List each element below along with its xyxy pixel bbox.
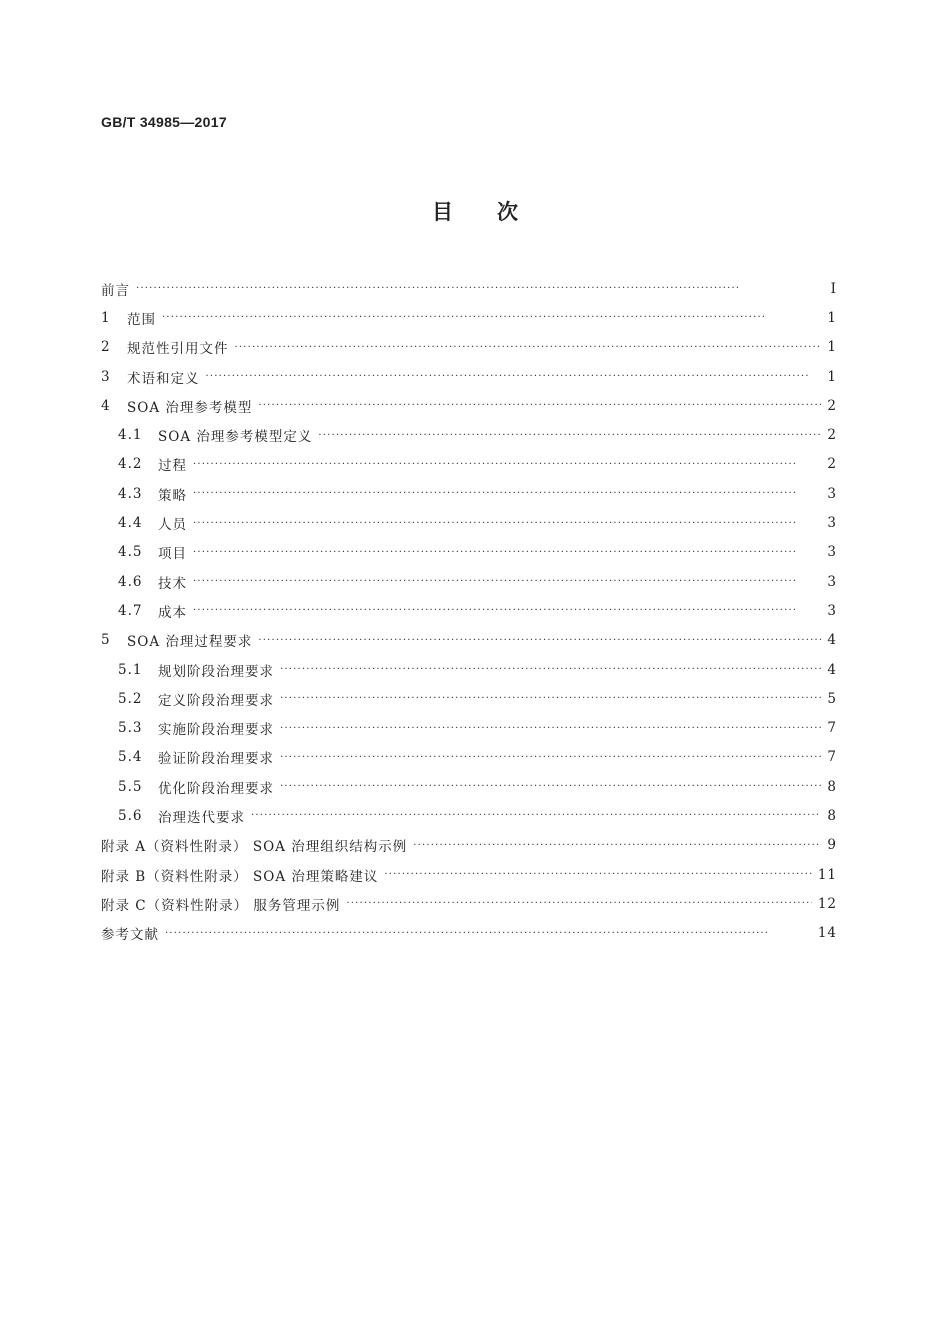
- toc-leader-dots: [165, 928, 812, 939]
- toc-entry[interactable]: [101, 831, 837, 860]
- toc-entry[interactable]: [101, 479, 837, 508]
- toc-leader-dots: [280, 752, 821, 763]
- toc-leader-dots: [193, 459, 821, 470]
- toc-number: 4.1: [118, 427, 143, 444]
- toc-page-number: 14: [817, 925, 837, 942]
- toc-label: 附录 B（资料性附录） SOA 治理策略建议: [101, 868, 379, 885]
- toc-number: 4.2: [118, 456, 143, 473]
- toc-entry[interactable]: [101, 772, 837, 801]
- toc-number: 5.6: [118, 807, 143, 824]
- toc-label: 验证阶段治理要求: [158, 751, 274, 768]
- toc-number: 1: [101, 309, 111, 326]
- toc-number: 4.6: [118, 573, 143, 590]
- toc-number: 5.4: [118, 749, 143, 766]
- toc-label: 过程: [158, 458, 187, 475]
- toc-leader-dots: [206, 371, 822, 382]
- toc-entry[interactable]: [101, 567, 837, 596]
- toc-label: 技术: [158, 575, 187, 592]
- toc-leader-dots: [280, 664, 821, 675]
- toc-page-number: 11: [817, 866, 837, 883]
- toc-label: 人员: [158, 517, 187, 534]
- toc-page-number: 4: [827, 632, 837, 649]
- title-char: 目: [432, 200, 453, 224]
- toc-number: 4.5: [118, 544, 143, 561]
- toc-label: 治理迭代要求: [158, 809, 245, 826]
- toc-page-number: 8: [827, 807, 837, 824]
- toc-leader-dots: [193, 547, 821, 558]
- toc-entry[interactable]: [101, 860, 837, 889]
- toc-leader-dots: [162, 312, 821, 323]
- toc-entry[interactable]: [101, 626, 837, 655]
- toc-entry[interactable]: [101, 889, 837, 918]
- toc-page-number: Ⅰ: [830, 280, 837, 297]
- toc-label: 优化阶段治理要求: [158, 780, 274, 797]
- toc-leader-dots: [318, 430, 821, 441]
- page-title: [0, 196, 950, 226]
- toc-number: 5.3: [118, 720, 143, 737]
- toc-leader-dots: [280, 723, 821, 734]
- toc-entry[interactable]: [101, 362, 837, 391]
- toc-label: 前言: [101, 282, 130, 299]
- toc-entry[interactable]: [101, 274, 837, 303]
- toc-number: 5.1: [118, 661, 143, 678]
- toc-label: 定义阶段治理要求: [158, 692, 274, 709]
- toc-label: 附录 C（资料性附录） 服务管理示例: [101, 897, 341, 914]
- toc-number: 4.4: [118, 515, 143, 532]
- toc-number: 2: [101, 339, 111, 356]
- toc-page-number: 1: [827, 309, 837, 326]
- toc-page-number: 2: [827, 456, 837, 473]
- toc-page-number: 3: [827, 544, 837, 561]
- toc-label: 项目: [158, 546, 187, 563]
- toc-page-number: 2: [827, 397, 837, 414]
- toc-leader-dots: [193, 576, 821, 587]
- toc-entry[interactable]: [101, 333, 837, 362]
- toc-number: 5: [101, 632, 111, 649]
- toc-entry[interactable]: [101, 743, 837, 772]
- toc-entry[interactable]: [101, 538, 837, 567]
- toc-page-number: 3: [827, 515, 837, 532]
- toc-entry[interactable]: [101, 303, 837, 332]
- toc-label: 规划阶段治理要求: [158, 663, 274, 680]
- toc-page-number: 3: [827, 573, 837, 590]
- toc-label: SOA 治理过程要求: [127, 634, 253, 651]
- toc-label: 规范性引用文件: [127, 341, 229, 358]
- toc-page-number: 5: [827, 690, 837, 707]
- toc-page-number: 1: [827, 368, 837, 385]
- toc-leader-dots: [193, 605, 821, 616]
- toc-entry[interactable]: [101, 391, 837, 420]
- toc-leader-dots: [235, 342, 822, 353]
- standard-number: GB/T 34985—2017: [101, 114, 227, 130]
- toc-page-number: 3: [827, 602, 837, 619]
- toc-leader-dots: [193, 488, 821, 499]
- toc-page-number: 4: [827, 661, 837, 678]
- toc-label: 参考文献: [101, 927, 159, 944]
- toc-leader-dots: [413, 840, 821, 851]
- toc-leader-dots: [136, 283, 821, 294]
- toc-entry[interactable]: [101, 684, 837, 713]
- toc-page-number: 7: [827, 720, 837, 737]
- toc-entry[interactable]: [101, 450, 837, 479]
- toc-entry[interactable]: [101, 508, 837, 537]
- toc-entry[interactable]: [101, 919, 837, 948]
- toc-page-number: 9: [827, 837, 837, 854]
- toc-leader-dots: [193, 518, 821, 529]
- toc-number: 4.7: [118, 602, 143, 619]
- table-of-contents: [101, 274, 837, 948]
- toc-number: 5.2: [118, 690, 143, 707]
- toc-entry[interactable]: [101, 420, 837, 449]
- toc-label: SOA 治理参考模型定义: [158, 429, 313, 446]
- toc-entry[interactable]: [101, 655, 837, 684]
- toc-entry[interactable]: [101, 713, 837, 742]
- toc-entry[interactable]: [101, 596, 837, 625]
- toc-page-number: 8: [827, 778, 837, 795]
- toc-leader-dots: [280, 781, 821, 792]
- toc-number: 3: [101, 368, 111, 385]
- toc-page-number: 2: [827, 427, 837, 444]
- toc-leader-dots: [251, 810, 821, 821]
- toc-leader-dots: [384, 869, 811, 880]
- toc-number: 4: [101, 397, 111, 414]
- toc-label: SOA 治理参考模型: [127, 399, 253, 416]
- toc-label: 范围: [127, 311, 156, 328]
- toc-number: 5.5: [118, 778, 143, 795]
- toc-page-number: 7: [827, 749, 837, 766]
- toc-label: 实施阶段治理要求: [158, 722, 274, 739]
- toc-leader-dots: [280, 693, 821, 704]
- toc-page-number: 1: [827, 339, 837, 356]
- toc-page-number: 12: [817, 895, 837, 912]
- toc-page-number: 3: [827, 485, 837, 502]
- title-char: 次: [497, 200, 518, 224]
- toc-leader-dots: [258, 400, 821, 411]
- toc-label: 成本: [158, 604, 187, 621]
- toc-leader-dots: [258, 635, 821, 646]
- toc-label: 附录 A（资料性附录） SOA 治理组织结构示例: [101, 839, 408, 856]
- toc-label: 策略: [158, 487, 187, 504]
- toc-entry[interactable]: [101, 801, 837, 830]
- toc-label: 术语和定义: [127, 370, 200, 387]
- toc-number: 4.3: [118, 485, 143, 502]
- toc-leader-dots: [346, 898, 811, 909]
